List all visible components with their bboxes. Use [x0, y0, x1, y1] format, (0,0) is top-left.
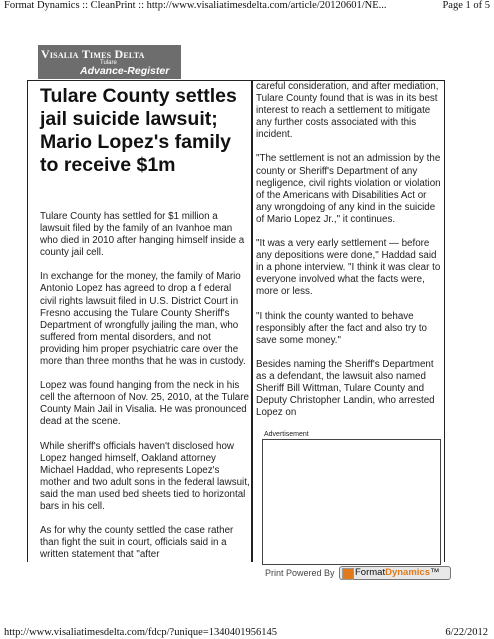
paragraph: While sheriff's officials haven't disclosed how Lopez hanged himself, Oakland attorney Michael Haddad, who represents Lopez's mother and two adult sons in the federal lawsuit, said the man used bed sheets tied to horizontal bars in his cell.	[40, 440, 250, 512]
logo-advance-register: Advance-Register	[80, 65, 170, 77]
formatdynamics-brand: FormatDynamics™	[355, 567, 440, 578]
paragraph: "It was a very early settlement — before any depositions were done," Haddad said in a phone interview. "I think it was clear to everyone involved what the facts were, more or less.	[256, 238, 441, 298]
advertisement-label: Advertisement	[264, 431, 309, 438]
print-footer-url: http://www.visaliatimesdelta.com/fdcp/?unique=1340401956145	[4, 627, 277, 638]
paragraph: Besides naming the Sheriff's Department as a defendant, the lawsuit also named Sheriff Bill Wittman, Tulare County and Deputy Christopher Landin, who arrested Lopez on	[256, 358, 435, 419]
right-column-body	[256, 81, 444, 431]
print-header-title: Format Dynamics :: CleanPrint :: http://www.visaliatimesdelta.com/article/20120601/NE...	[4, 0, 387, 11]
paragraph: "I think the county wanted to behave responsibly after the fact and also try to save some money."	[256, 310, 427, 346]
article-title: Tulare County settles jail suicide lawsuit; Mario Lopez's family to receive $1m	[40, 85, 237, 176]
print-header-page: Page 1 of 5	[442, 0, 490, 11]
article-left-column	[27, 80, 253, 562]
left-column-body	[40, 211, 250, 562]
paragraph: In exchange for the money, the family of Mario Antonio Lopez has agreed to drop a f ederal civil rights lawsuit filed in U.S. District Court in Fresno accusing the Tulare County Sheriff's Department of wrongfully jailing the man, who suffered from mental disorders, and not providing him proper psychiatric care over the more than three months that he was in custody.	[40, 271, 246, 368]
paragraph: careful consideration, and after mediation, Tulare County found that is was in its best interest to reach a settlement to mitigate any further costs associated with this incident.	[256, 81, 439, 141]
paragraph: Tulare County has settled for $1 million a lawsuit filed by the family of an Ivanhoe man who died in 2010 after hanging himself inside a county jail cell.	[40, 211, 245, 259]
logo-subline: Tulare	[100, 60, 117, 66]
advertisement-box[interactable]	[262, 439, 441, 565]
newspaper-logo	[38, 45, 181, 79]
paragraph: Lopez was found hanging from the neck in his cell the afternoon of Nov. 25, 2010, at the Tulare County Main Jail in Visalia. He was pronounced dead at the scene.	[40, 380, 249, 428]
formatdynamics-logo-icon	[342, 568, 354, 580]
print-powered-text: Print Powered By	[265, 568, 335, 578]
paragraph: "The settlement is not an admission by the county or Sheriff's Department of any negligence, civil rights violation or violation of the Americans with Disabilities Act or any wrongdoing of any kind in the suicide of Mario Lopez Jr.," it continues.	[256, 153, 441, 225]
paragraph: As for why the county settled the case rather than fight the suit in court, officials said in a written statement that "after	[40, 525, 234, 561]
logo-masthead: Visalia Times Delta	[41, 47, 145, 61]
formatdynamics-badge[interactable]	[339, 566, 451, 580]
print-footer-date: 6/22/2012	[445, 627, 488, 638]
